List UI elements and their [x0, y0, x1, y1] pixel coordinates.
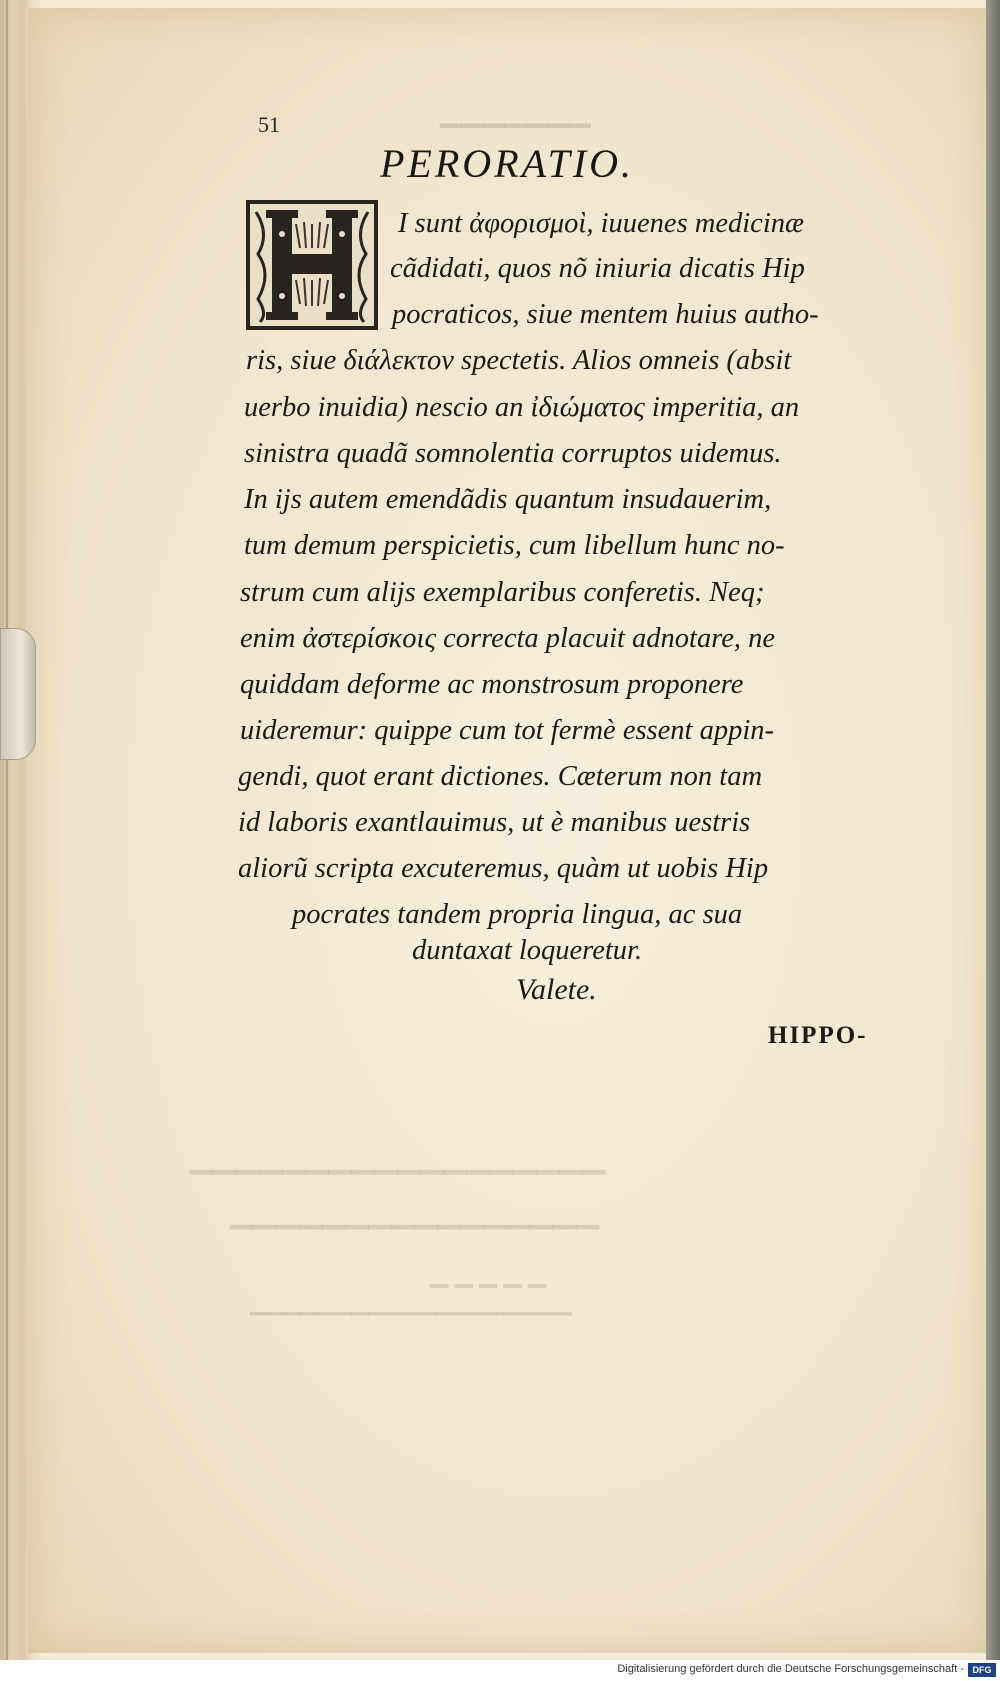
- text-line: tum demum perspicietis, cum libellum hunc no-: [244, 530, 785, 561]
- text-line: I sunt ἀφορισμοὶ, iuuenes medicinæ: [398, 208, 805, 239]
- show-through: ▁▁▁▁▁▁▁▁▁▁▁▁▁▁▁▁▁▁▁: [250, 1290, 572, 1315]
- footer-credit: Digitalisierung gefördert durch die Deutsche Forschungsgemeinschaft -: [617, 1663, 964, 1675]
- text-line: pocraticos, siue mentem huius autho-: [392, 299, 819, 330]
- page-number: 51: [258, 112, 280, 137]
- text-line: cãdidati, quos nõ iniuria dicatis Hip: [390, 253, 805, 284]
- text-line: uerbo inuidia) nescio an ἰδιώματος imperitia, an: [244, 392, 800, 423]
- text-line: quiddam deforme ac monstrosum proponere: [240, 669, 744, 700]
- text-line: aliorũ scripta excuteremus, quàm ut uobis Hip: [238, 853, 769, 884]
- catchword: HIPPO-: [768, 1022, 868, 1049]
- page-clip: [0, 628, 36, 760]
- show-through: ▁▁▁▁▁▁▁: [440, 97, 591, 128]
- right-binding-edge: [986, 0, 1000, 1660]
- dfg-logo-icon: DFG: [968, 1663, 996, 1677]
- show-through: ▁▁▁▁▁▁▁▁▁▁▁▁▁▁▁▁▁▁: [190, 1141, 606, 1174]
- show-through: ▁▁▁▁▁▁▁▁▁▁▁▁▁▁▁▁: [230, 1196, 600, 1229]
- decorated-initial-h: [246, 200, 378, 330]
- text-line: strum cum alijs exemplaribus conferetis. Neq;: [240, 577, 765, 608]
- text-line: pocrates tandem propria lingua, ac sua: [292, 899, 743, 930]
- text-line: id laboris exantlauimus, ut è manibus uestris: [238, 807, 751, 838]
- text-line: gendi, quot erant dictiones. Cæterum non tam: [238, 761, 763, 792]
- show-through: ▁▁▁▁▁: [430, 1262, 553, 1288]
- text-line: enim ἀστερίσκοις correcta placuit adnotare, ne: [240, 623, 776, 654]
- closing-valete: Valete.: [516, 973, 597, 1006]
- text-line: ris, siue διάλεκτον spectetis. Alios omneis (absit: [246, 345, 792, 376]
- footer-bar: [0, 1660, 1000, 1681]
- text-line: uideremur: quippe cum tot fermè essent appin-: [240, 715, 774, 746]
- text-line: In ijs autem emendãdis quantum insudauerim,: [244, 484, 772, 515]
- text-line: sinistra quadã somnolentia corruptos uidemus.: [244, 438, 782, 469]
- text-line: duntaxat loqueretur.: [412, 935, 643, 966]
- page-title: PERORATIO.: [380, 141, 635, 186]
